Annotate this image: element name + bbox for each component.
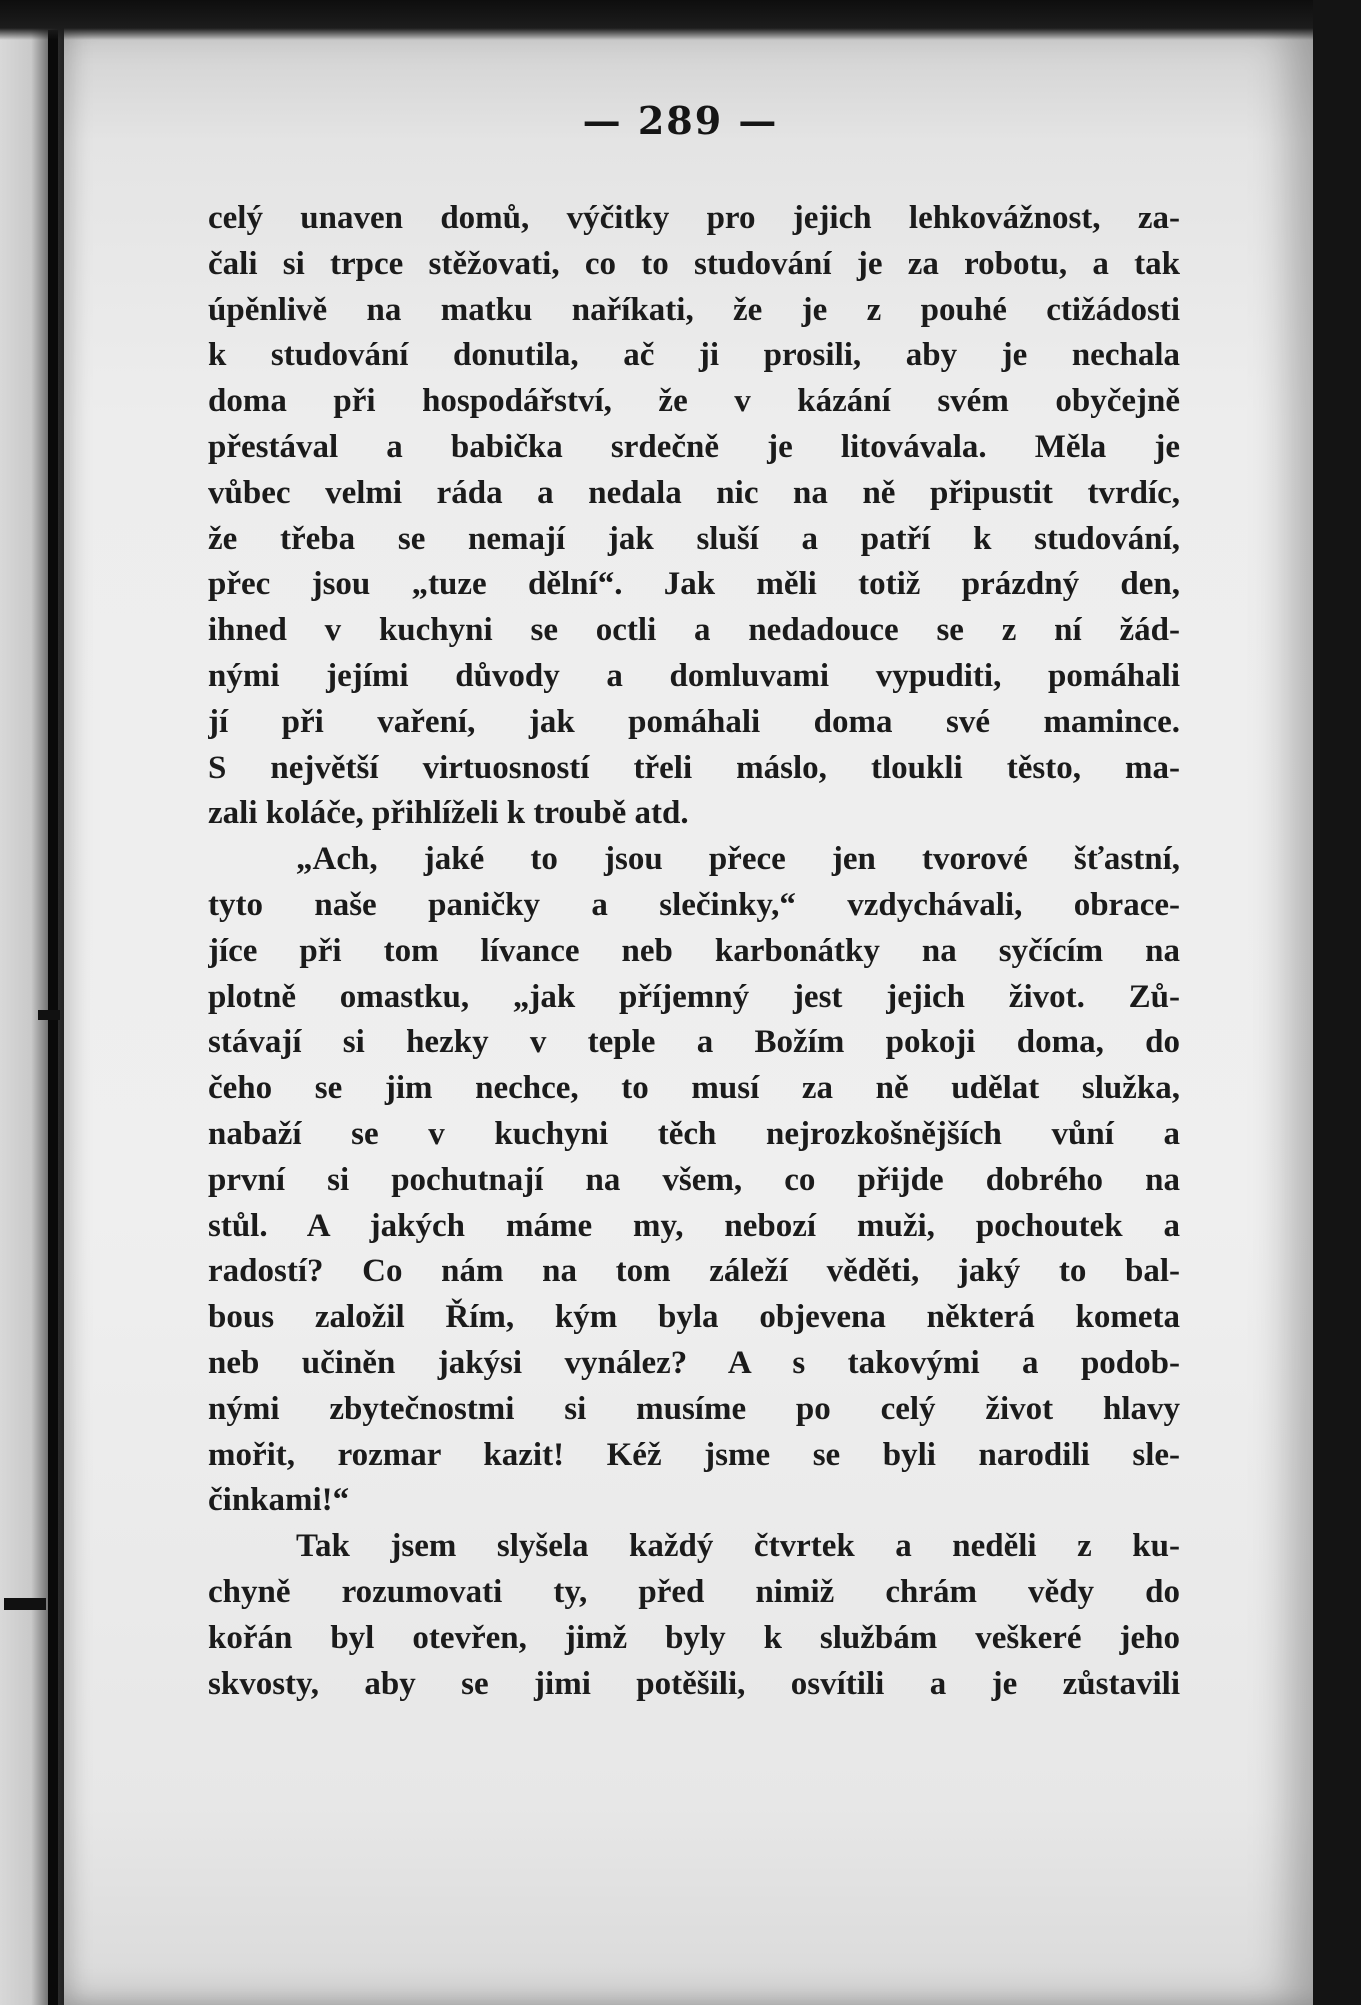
- scan-right-border: [1313, 0, 1361, 2005]
- text-line: skvosty, aby se jimi potěšili, osvítili a je zůstavili: [208, 1665, 1180, 1702]
- text-line: kořán byl otevřen, jimž byly k službám veškeré jeho: [208, 1619, 1180, 1656]
- text-line: nými jejími důvody a domluvami vypuditi, pomáhali: [208, 657, 1180, 694]
- text-line: nabaží se v kuchyni těch nejrozkošnějších vůní a: [208, 1115, 1180, 1152]
- text-line: první si pochutnají na všem, co přijde dobrého na: [208, 1161, 1180, 1198]
- text-line: Tak jsem slyšela každý čtvrtek a neděli z ku-: [296, 1528, 1180, 1565]
- text-line: jíce při tom lívance neb karbonátky na syčícím na: [208, 932, 1180, 969]
- text-line: zali koláče, přihlíželi k troubě atd.: [208, 795, 689, 832]
- text-line: nými zbytečnostmi si musíme po celý život hlavy: [208, 1390, 1180, 1427]
- binding-mark: [38, 1010, 60, 1020]
- text-line: jí při vaření, jak pomáhali doma své mamince.: [208, 703, 1180, 740]
- text-line: bous založil Řím, kým byla objevena některá kometa: [208, 1299, 1180, 1336]
- text-line: čali si trpce stěžovati, co to studování je za robotu, a tak: [208, 245, 1180, 282]
- text-line: radostí? Co nám na tom záleží věděti, jaký to bal-: [208, 1253, 1180, 1290]
- text-line: přec jsou „tuze dělní“. Jak měli totiž prázdný den,: [208, 566, 1180, 603]
- text-line: činkami!“: [208, 1482, 350, 1519]
- body-text: [208, 196, 1180, 1707]
- text-line: mořit, rozmar kazit! Kéž jsme se byli narodili sle-: [208, 1436, 1180, 1473]
- text-line: chyně rozumovati ty, před nimiž chrám vědy do: [208, 1573, 1180, 1610]
- text-line: tyto naše paničky a slečinky,“ vzdychávali, obrace-: [208, 886, 1180, 923]
- text-line: stávají si hezky v teple a Božím pokoji doma, do: [208, 1024, 1180, 1061]
- text-line: doma při hospodářství, že v kázání svém obyčejně: [208, 383, 1180, 420]
- text-line: čeho se jim nechce, to musí za ně udělat služka,: [208, 1070, 1180, 1107]
- text-line: k studování donutila, ač ji prosili, aby je nechala: [208, 337, 1180, 374]
- scan-top-border: [0, 0, 1361, 40]
- text-line: plotně omastku, „jak příjemný jest jejich život. Zů-: [208, 978, 1180, 1015]
- text-line: S největší virtuosností třeli máslo, tloukli těsto, ma-: [208, 749, 1180, 786]
- binding-mark: [4, 1598, 46, 1610]
- text-line: ihned v kuchyni se octli a nedadouce se z ní žád-: [208, 612, 1180, 649]
- text-line: přestával a babička srdečně je litovávala. Měla je: [208, 428, 1180, 465]
- text-line: celý unaven domů, výčitky pro jejich lehkovážnost, za-: [208, 200, 1180, 236]
- page-number: — 289 —: [582, 98, 779, 143]
- text-line: stůl. A jakých máme my, nebozí muži, pochoutek a: [208, 1207, 1180, 1244]
- text-line: neb učiněn jakýsi vynález? A s takovými a podob-: [208, 1344, 1180, 1381]
- text-line: úpěnlivě na matku naříkati, že je z pouhé ctižádosti: [208, 291, 1180, 328]
- text-line: vůbec velmi ráda a nedala nic na ně připustit tvrdíc,: [208, 474, 1180, 511]
- text-line: „Ach, jaké to jsou přece jen tvorové šťastní,: [296, 841, 1180, 878]
- text-line: že třeba se nemají jak sluší a patří k studování,: [208, 520, 1180, 557]
